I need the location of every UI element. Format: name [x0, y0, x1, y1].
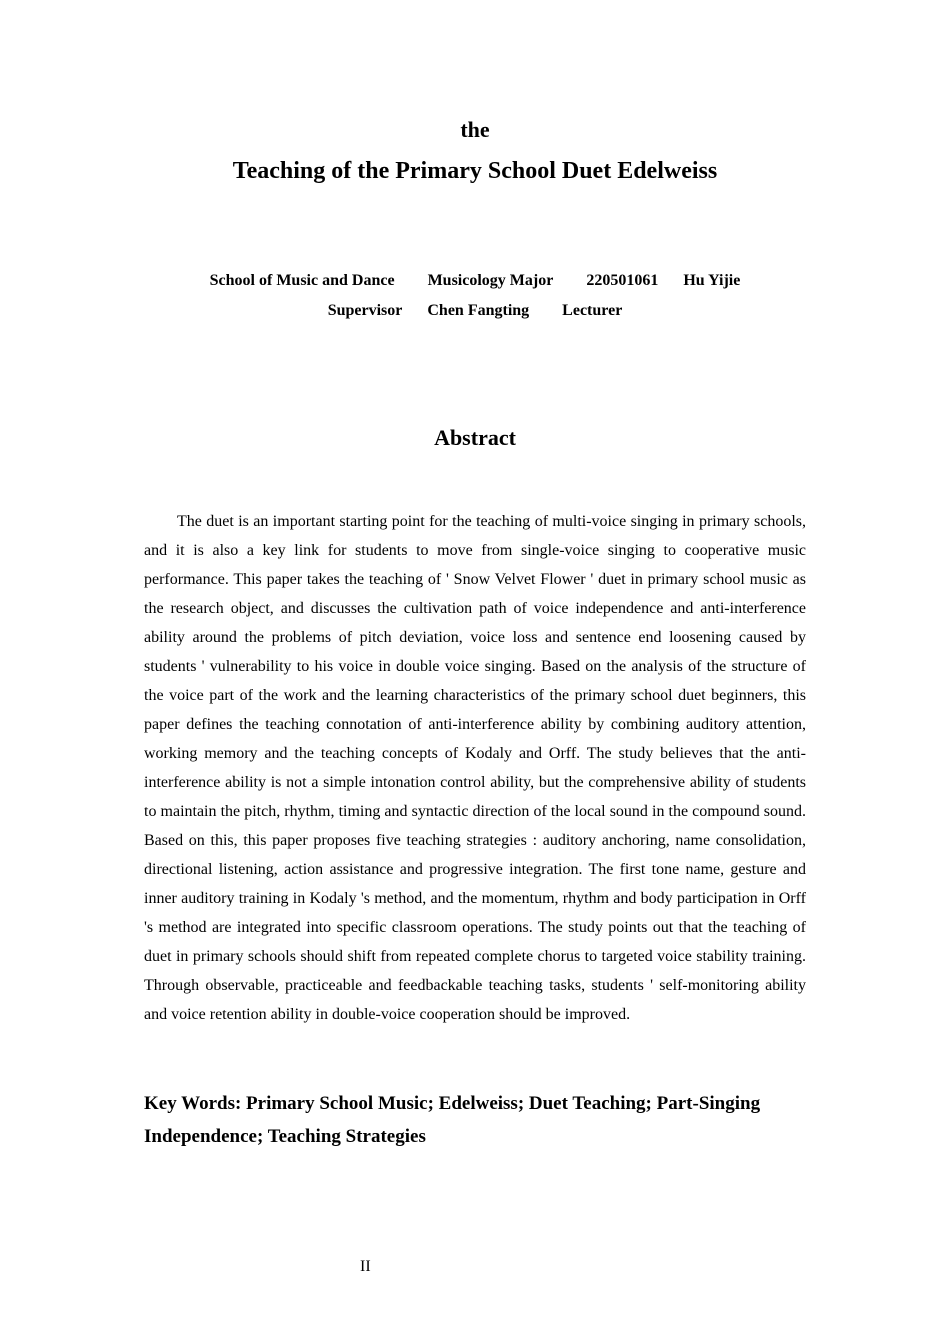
supervisor-title: Lecturer [562, 302, 623, 319]
author-name: Hu Yijie [683, 272, 741, 289]
title-line-1: the [460, 117, 490, 142]
major-name: Musicology Major [427, 272, 554, 289]
page-number: II [360, 1258, 371, 1275]
paper-title: Teaching of the Primary School Duet Edelweiss [232, 158, 718, 184]
supervisor-label: Supervisor [327, 302, 403, 319]
abstract-body: The duet is an important starting point for the teaching of multi-voice singing in primary schools, and it is also a key link for students to move from single-voice singing to cooperative music performance. This paper takes the teaching of ' Snow Velvet Flower ' duet in primary school music as the research object, and discusses the cultivation path of voice independence and anti-interference ability around the problems of pitch deviation, voice loss and sentence end loosening caused by students ' vulnerability to his voice in double voice singing. Based on the analysis of the structure of the voice part of the work and the learning characteristics of the primary school duet beginners, this paper defines the teaching connotation of anti-interference ability by combining auditory attention, working memory and the teaching concepts of Kodaly and Orff. The study believes that the anti-interference ability is not a simple intonation control ability, but the comprehensive ability of students to maintain the pitch, rhythm, timing and syntactic direction of the local sound in the compound sound. Based on this, this paper proposes five teaching strategies : auditory anchoring, name consolidation, directional listening, action assistance and progressive integration. The first tone name, gesture and inner auditory training in Kodaly 's method, and the momentum, rhythm and body participation in Orff 's method are integrated into specific classroom operations. The study points out that the teaching of duet in primary schools should shift from repeated complete chorus to targeted voice stability training. Through observable, practiceable and feedbackable teaching tasks, students ' self-monitoring ability and voice retention ability in double-voice cooperation should be improved. [144, 513, 806, 1023]
supervisor-name: Chen Fangting [427, 302, 530, 319]
student-id: 220501061 [586, 272, 659, 289]
author-info-row [0, 271, 950, 291]
supervisor-info-row [0, 301, 950, 321]
keywords: Key Words: Primary School Music; Edelweiss; Duet Teaching; Part-Singing Independence; Teaching Strategies [144, 1093, 761, 1147]
school-name: School of Music and Dance [209, 272, 395, 289]
abstract-heading: Abstract [434, 425, 516, 450]
